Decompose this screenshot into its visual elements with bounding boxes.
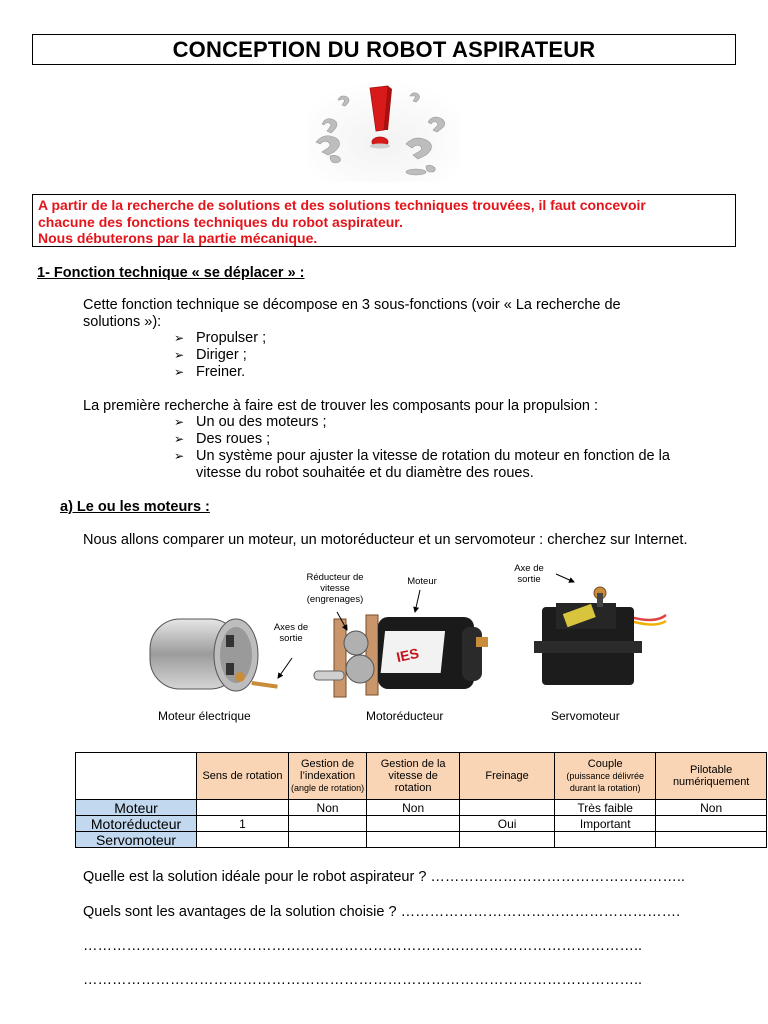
svg-text:IES: IES	[394, 644, 421, 666]
table-cell[interactable]: Non	[367, 800, 460, 816]
table-header-row	[76, 753, 767, 800]
arrow-bullet-icon: ➢	[174, 432, 185, 446]
table-cell[interactable]	[656, 832, 767, 848]
table-cell[interactable]	[460, 800, 555, 816]
list-item: ➢ Diriger ;	[174, 347, 247, 363]
caption-motoreducteur: Motoréducteur	[366, 709, 444, 723]
answer-line[interactable]: ……………………………………………………………………………………………………..	[83, 972, 643, 988]
section-heading: 1- Fonction technique « se déplacer » :	[37, 265, 305, 281]
row-label: Servomoteur	[76, 832, 197, 848]
list-item: ➢ Des roues ;	[174, 431, 271, 447]
arrow-bullet-icon: ➢	[174, 365, 185, 379]
subsection-heading: a) Le ou les moteurs :	[60, 499, 210, 515]
column-header: Freinage	[460, 753, 555, 800]
paragraph: solutions »):	[83, 314, 162, 330]
annotation-axe-de-sortie: Axe de sortie	[514, 563, 544, 585]
arrow-bullet-icon: ➢	[174, 415, 185, 429]
column-header: Sens de rotation	[197, 753, 289, 800]
table-cell[interactable]: Non	[288, 800, 366, 816]
list-item-continuation: vitesse du robot souhaitée et du diamètre des roues.	[196, 465, 534, 481]
question-advantages[interactable]: Quels sont les avantages de la solution choisie ? ………………………………………………….	[83, 904, 681, 920]
annotation-reducteur: Réducteur de vitesse (engrenages)	[306, 572, 364, 605]
table-cell[interactable]	[197, 832, 289, 848]
paragraph: La première recherche à faire est de trouver les composants pour la propulsion :	[83, 398, 599, 414]
annotation-moteur: Moteur	[407, 576, 437, 587]
list-item: ➢ Propulser ;	[174, 330, 267, 346]
column-header: Gestion de la vitesse de rotation	[367, 753, 460, 800]
question-ideal-solution[interactable]: Quelle est la solution idéale pour le robot aspirateur ? ……………………………………………..	[83, 869, 685, 885]
table-row	[76, 832, 767, 848]
table-row	[76, 816, 767, 832]
paragraph: Cette fonction technique se décompose en 3 sous-fonctions (voir « La recherche de	[83, 297, 621, 313]
arrow-bullet-icon: ➢	[174, 449, 185, 463]
exclamation-illustration	[308, 80, 460, 182]
table-row	[76, 800, 767, 816]
intro-line: Nous débuterons par la partie mécanique.	[38, 230, 318, 246]
page-title: CONCEPTION DU ROBOT ASPIRATEUR	[32, 34, 736, 65]
answer-line[interactable]: ……………………………………………………………………………………………………..	[83, 938, 643, 954]
table-cell[interactable]	[367, 832, 460, 848]
table-cell[interactable]	[460, 832, 555, 848]
intro-box	[32, 194, 736, 247]
list-item: ➢ Freiner.	[174, 364, 246, 380]
table-cell[interactable]: Important	[555, 816, 656, 832]
table-cell[interactable]: 1	[197, 816, 289, 832]
intro-line: A partir de la recherche de solutions et des solutions techniques trouvées, il faut concevoir	[38, 197, 646, 213]
table-cell[interactable]	[367, 816, 460, 832]
table-cell[interactable]	[197, 800, 289, 816]
comparison-table	[75, 752, 767, 848]
intro-line: chacune des fonctions techniques du robot aspirateur.	[38, 213, 403, 230]
table-cell[interactable]: Très faible	[555, 800, 656, 816]
column-header: Couple (puissance délivrée durant la rotation)	[555, 753, 656, 800]
caption-moteur-electrique: Moteur électrique	[158, 709, 251, 723]
table-corner-cell	[76, 753, 197, 800]
table-cell[interactable]	[288, 816, 366, 832]
table-cell[interactable]	[288, 832, 366, 848]
arrow-bullet-icon: ➢	[174, 348, 185, 362]
table-cell[interactable]: Non	[656, 800, 767, 816]
paragraph: Nous allons comparer un moteur, un motoréducteur et un servomoteur : cherchez sur Internet.	[83, 532, 688, 548]
column-header: Gestion de l’indexation (angle de rotation)	[288, 753, 366, 800]
dc-motor-photo	[140, 605, 280, 705]
caption-servomoteur: Servomoteur	[551, 709, 620, 723]
row-label: Motoréducteur	[76, 816, 197, 832]
table-cell[interactable]	[656, 816, 767, 832]
table-cell[interactable]	[555, 832, 656, 848]
list-item: ➢ Un ou des moteurs ;	[174, 414, 327, 430]
table-cell[interactable]: Oui	[460, 816, 555, 832]
arrow-bullet-icon: ➢	[174, 331, 185, 345]
column-header: Pilotable numériquement	[656, 753, 767, 800]
row-label: Moteur	[76, 800, 197, 816]
list-item: ➢ Un système pour ajuster la vitesse de rotation du moteur en fonction de la	[174, 448, 670, 464]
annotation-axes-de-sortie: Axes de sortie	[273, 622, 309, 644]
